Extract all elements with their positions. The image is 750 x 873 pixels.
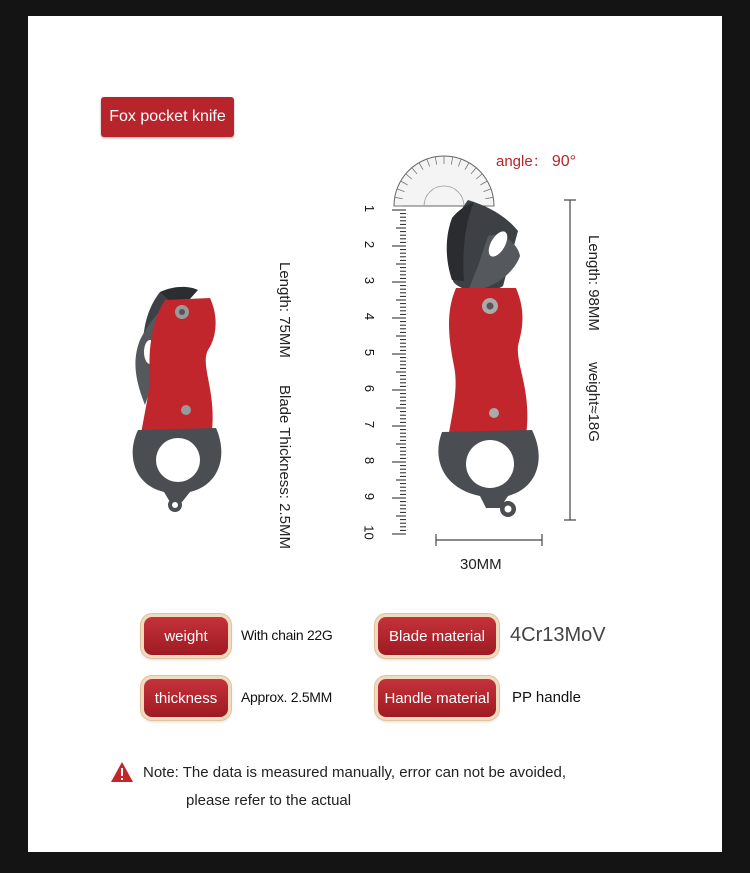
- handle-material-value: PP handle: [512, 689, 581, 706]
- weight-label: weight: [164, 627, 208, 645]
- thickness-badge: [144, 679, 228, 717]
- weight-value: With chain 22G: [241, 627, 333, 643]
- large-knife-image: [428, 196, 548, 522]
- ruler-number: 3: [362, 276, 378, 285]
- small-knife-length: Length: 75MM: [276, 262, 293, 358]
- small-knife-blade-thickness: Blade Thickness: 2.5MM: [276, 385, 293, 549]
- length-bracket: [562, 198, 578, 522]
- large-knife-weight: weight≈18G: [585, 362, 602, 442]
- blade-material-label: Blade material: [389, 627, 485, 645]
- note-line-2: please refer to the actual: [186, 792, 352, 809]
- ruler: [360, 200, 408, 540]
- angle-label: angle：: [496, 153, 548, 170]
- warning-icon: [110, 761, 134, 783]
- title-text: Fox pocket knife: [109, 108, 226, 125]
- ruler-number: 9: [362, 492, 378, 501]
- ruler-number: 10: [361, 525, 377, 540]
- ruler-number: 5: [362, 348, 378, 357]
- ruler-number: 1: [362, 204, 378, 213]
- thickness-label: thickness: [154, 689, 218, 707]
- ruler-number: 7: [362, 420, 378, 429]
- large-knife-length: Length: 98MM: [585, 235, 602, 331]
- ruler-number: 4: [362, 312, 378, 321]
- large-knife-width: 30MM: [460, 556, 502, 573]
- ruler-number: 8: [362, 456, 378, 465]
- blade-material-badge: [378, 617, 496, 655]
- thickness-value: Approx. 2.5MM: [241, 689, 333, 705]
- ruler-number: 2: [362, 240, 378, 249]
- handle-material-label: Handle material: [384, 689, 490, 707]
- ruler-ticks: [360, 200, 408, 540]
- width-bracket: [434, 532, 544, 548]
- small-knife-image: [120, 280, 230, 525]
- note-line-1: Note: The data is measured manually, error can not be avoided,: [143, 764, 567, 781]
- weight-badge: [144, 617, 228, 655]
- blade-material-value: 4Cr13MoV: [510, 624, 606, 646]
- ruler-number: 6: [362, 384, 378, 393]
- handle-material-badge: [378, 679, 496, 717]
- angle-label-group: [496, 150, 576, 171]
- angle-value: 90°: [551, 153, 577, 170]
- title-badge: [101, 97, 234, 137]
